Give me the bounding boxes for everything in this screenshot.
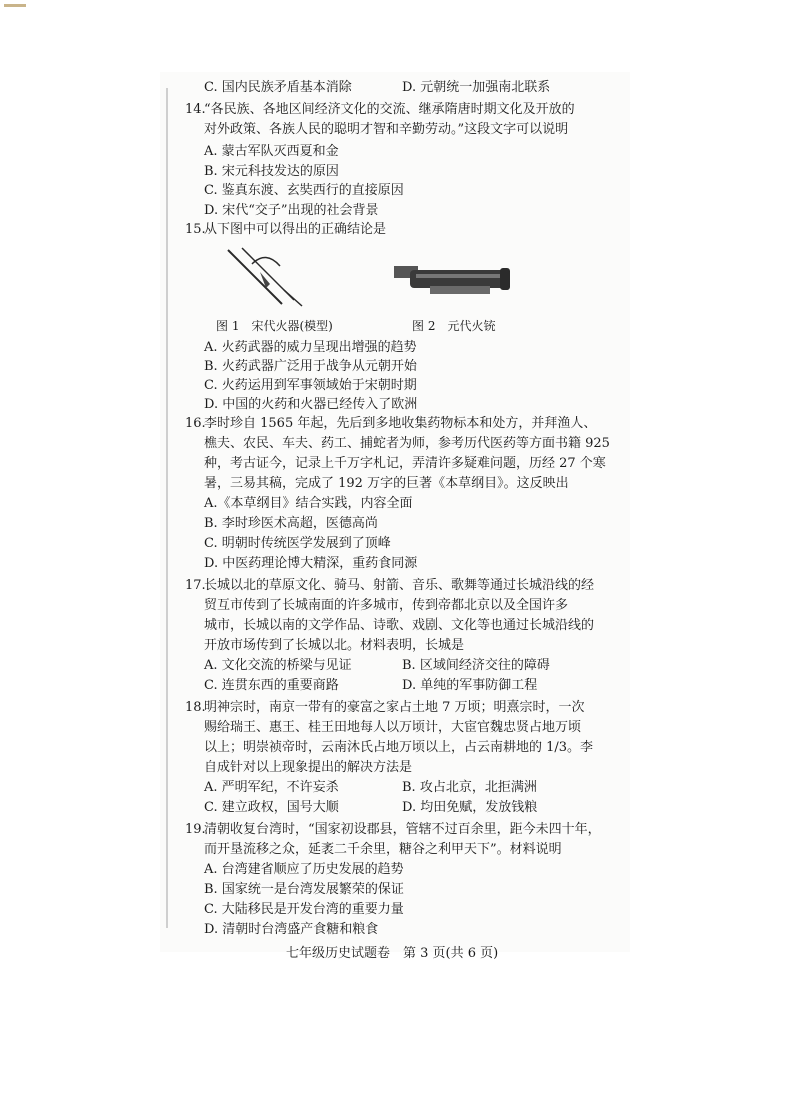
q14-option-b: B. 宋元科技发达的原因 [204, 164, 339, 179]
q16-stem-2: 樵夫、农民、车夫、药工、捕蛇者为师，参考历代医药等方面书籍 925 [204, 436, 610, 451]
prev-option-c: C. 国内民族矛盾基本消除 [204, 80, 352, 95]
q19-option-a: A. 台湾建省顺应了历史发展的趋势 [204, 862, 404, 877]
q18-option-a: A. 严明军纪，不许妄杀 [204, 780, 339, 795]
q16-option-b: B. 李时珍医术高超，医德高尚 [204, 516, 378, 531]
fig1-song-fire-weapon-image [222, 244, 312, 312]
scan-corner-mark [4, 4, 26, 7]
q14-stem-2: 对外政策、各族人民的聪明才智和辛勤劳动。”这段文字可以说明 [204, 122, 569, 137]
q15-option-d: D. 中国的火药和火器已经传入了欧洲 [204, 397, 418, 412]
q18-stem-3: 以上；明崇祯帝时，云南沐氏占地万顷以上，占云南耕地的 1/3。李 [204, 740, 594, 755]
q18-option-c: C. 建立政权，国号大顺 [204, 800, 339, 815]
q17-option-b: B. 区域间经济交往的障碍 [402, 658, 550, 673]
binding-edge [166, 88, 168, 928]
q18-stem-4: 自成针对以上现象提出的解决方法是 [204, 760, 413, 775]
q15-number: 15. [185, 222, 206, 237]
q17-number: 17. [185, 578, 206, 593]
q15-option-a: A. 火药武器的威力呈现出增强的趋势 [204, 340, 417, 355]
q14-option-a: A. 蒙古军队灭西夏和金 [204, 144, 339, 159]
q17-option-a: A. 文化交流的桥梁与见证 [204, 658, 352, 673]
q18-option-d: D. 均田免赋，发放钱粮 [402, 800, 538, 815]
q18-stem-1: 明神宗时，南京一带有的豪富之家占土地 7 万顷；明熹宗时，一次 [204, 700, 585, 715]
q14-number: 14. [185, 102, 206, 117]
q15-option-c: C. 火药运用到军事领域始于宋朝时期 [204, 378, 417, 393]
q15-stem: 从下图中可以得出的正确结论是 [204, 222, 387, 237]
q19-option-d: D. 清朝时台湾盛产食糖和粮食 [204, 922, 379, 937]
fig2-yuan-fire-gun-image [390, 258, 518, 304]
fig2-caption: 图 2 元代火铳 [412, 319, 496, 333]
q14-option-c: C. 鉴真东渡、玄奘西行的直接原因 [204, 183, 404, 198]
q17-stem-1: 长城以北的草原文化、骑马、射箭、音乐、歌舞等通过长城沿线的经 [204, 578, 595, 593]
q16-option-a: A.《本草纲目》结合实践，内容全面 [204, 496, 413, 511]
q18-number: 18. [185, 700, 206, 715]
q17-option-c: C. 连贯东西的重要商路 [204, 678, 339, 693]
q16-stem-4: 暑，三易其稿，完成了 192 万字的巨著《本草纲目》。这反映出 [204, 476, 569, 491]
q18-option-b: B. 攻占北京，北拒满洲 [402, 780, 537, 795]
q14-option-d: D. 宋代“交子”出现的社会背景 [204, 203, 379, 218]
prev-option-d: D. 元朝统一加强南北联系 [402, 80, 551, 95]
q15-option-b: B. 火药武器广泛用于战争从元朝开始 [204, 359, 417, 374]
q19-number: 19. [185, 822, 206, 837]
q16-stem-1: 李时珍自 1565 年起，先后到多地收集药物标本和处方，并拜渔人、 [204, 416, 597, 431]
q16-option-c: C. 明朝时传统医学发展到了顶峰 [204, 536, 391, 551]
q19-stem-1: 清朝收复台湾时，“国家初设郡县，管辖不过百余里，距今未四十年， [204, 822, 601, 837]
q14-stem-1: “各民族、各地区间经济文化的交流、继承隋唐时期文化及开放的 [204, 102, 575, 117]
q16-stem-3: 种，考古证今，记录上千万字札记，弄清许多疑难问题，历经 27 个寒 [204, 456, 606, 471]
page-footer: 七年级历史试题卷 第 3 页(共 6 页) [286, 946, 499, 961]
q19-stem-2: 而开垦流移之众，延袤二千余里，糖谷之利甲天下”。材料说明 [204, 842, 562, 857]
q19-option-c: C. 大陆移民是开发台湾的重要力量 [204, 902, 404, 917]
q18-stem-2: 赐给瑞王、惠王、桂王田地每人以万顷计，大宦官魏忠贤占地万顷 [204, 720, 582, 735]
fig1-caption: 图 1 宋代火器(模型) [216, 319, 333, 333]
q16-number: 16. [185, 416, 206, 431]
q17-stem-2: 贸互市传到了长城南面的许多城市，传到帝都北京以及全国许多 [204, 598, 569, 613]
q19-option-b: B. 国家统一是台湾发展繁荣的保证 [204, 882, 404, 897]
q17-stem-4: 开放市场传到了长城以北。材料表明，长城是 [204, 638, 465, 653]
q16-option-d: D. 中医药理论博大精深，重药食同源 [204, 556, 418, 571]
q17-option-d: D. 单纯的军事防御工程 [402, 678, 538, 693]
q17-stem-3: 城市，长城以南的文学作品、诗歌、戏剧、文化等也通过长城沿线的 [204, 618, 595, 633]
